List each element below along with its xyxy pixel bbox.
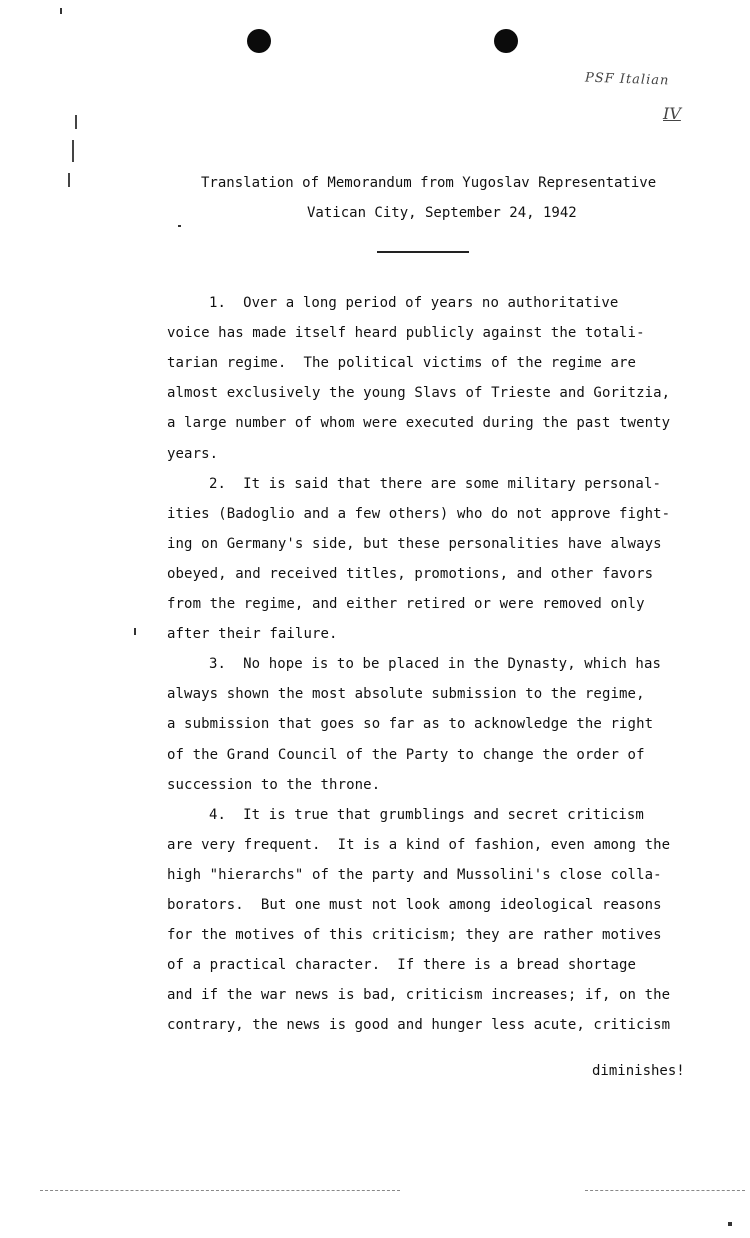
speck [178, 225, 181, 227]
title-divider [377, 251, 469, 253]
scan-edge-line [585, 1190, 745, 1192]
handwritten-number: IV [663, 104, 681, 123]
body-line: ities (Badoglio and a few others) who do not approve fight- [167, 506, 671, 522]
body-line: of a practical character. If there is a bread shortage [167, 957, 637, 973]
body-line: years. [167, 446, 219, 462]
body-line: 3. No hope is to be placed in the Dynasty, which has [209, 656, 662, 672]
body-line: 1. Over a long period of years no authoritative [209, 295, 619, 311]
body-line: a submission that goes so far as to acknowledge the right [167, 716, 654, 732]
body-line: tarian regime. The political victims of the regime are [167, 355, 637, 371]
body-line: after their failure. [167, 626, 338, 642]
body-line: for the motives of this criticism; they are rather motives [167, 927, 662, 943]
margin-mark [68, 173, 70, 187]
memo-title: Translation of Memorandum from Yugoslav Representative [201, 175, 657, 191]
body-line: a large number of whom were executed during the past twenty [167, 415, 671, 431]
body-line: almost exclusively the young Slavs of Trieste and Goritzia, [167, 385, 671, 401]
body-line: 4. It is true that grumblings and secret criticism [209, 807, 644, 823]
body-line: obeyed, and received titles, promotions, and other favors [167, 566, 654, 582]
margin-mark [72, 140, 74, 162]
binder-hole-right [494, 29, 518, 53]
scan-edge-line [40, 1190, 400, 1192]
body-line: high "hierarchs" of the party and Mussolini's close colla- [167, 867, 662, 883]
handwritten-note: PSF Italian [584, 70, 670, 89]
body-line: and if the war news is bad, criticism increases; if, on the [167, 987, 671, 1003]
body-line: always shown the most absolute submission to the regime, [167, 686, 645, 702]
body-line: of the Grand Council of the Party to change the order of [167, 747, 645, 763]
memo-dateline: Vatican City, September 24, 1942 [307, 205, 577, 221]
body-line: are very frequent. It is a kind of fashion, even among the [167, 837, 671, 853]
body-line: from the regime, and either retired or were removed only [167, 596, 645, 612]
speck [60, 8, 62, 14]
binder-hole-left [247, 29, 271, 53]
speck [728, 1222, 732, 1226]
body-line: succession to the throne. [167, 777, 381, 793]
margin-mark [75, 115, 77, 129]
body-line: borators. But one must not look among ideological reasons [167, 897, 662, 913]
continuation-word: diminishes! [592, 1063, 685, 1079]
body-line: contrary, the news is good and hunger less acute, criticism [167, 1017, 671, 1033]
body-line: ing on Germany's side, but these personalities have always [167, 536, 662, 552]
body-line: 2. It is said that there are some military personal- [209, 476, 662, 492]
speck [134, 628, 136, 635]
body-line: voice has made itself heard publicly against the totali- [167, 325, 645, 341]
